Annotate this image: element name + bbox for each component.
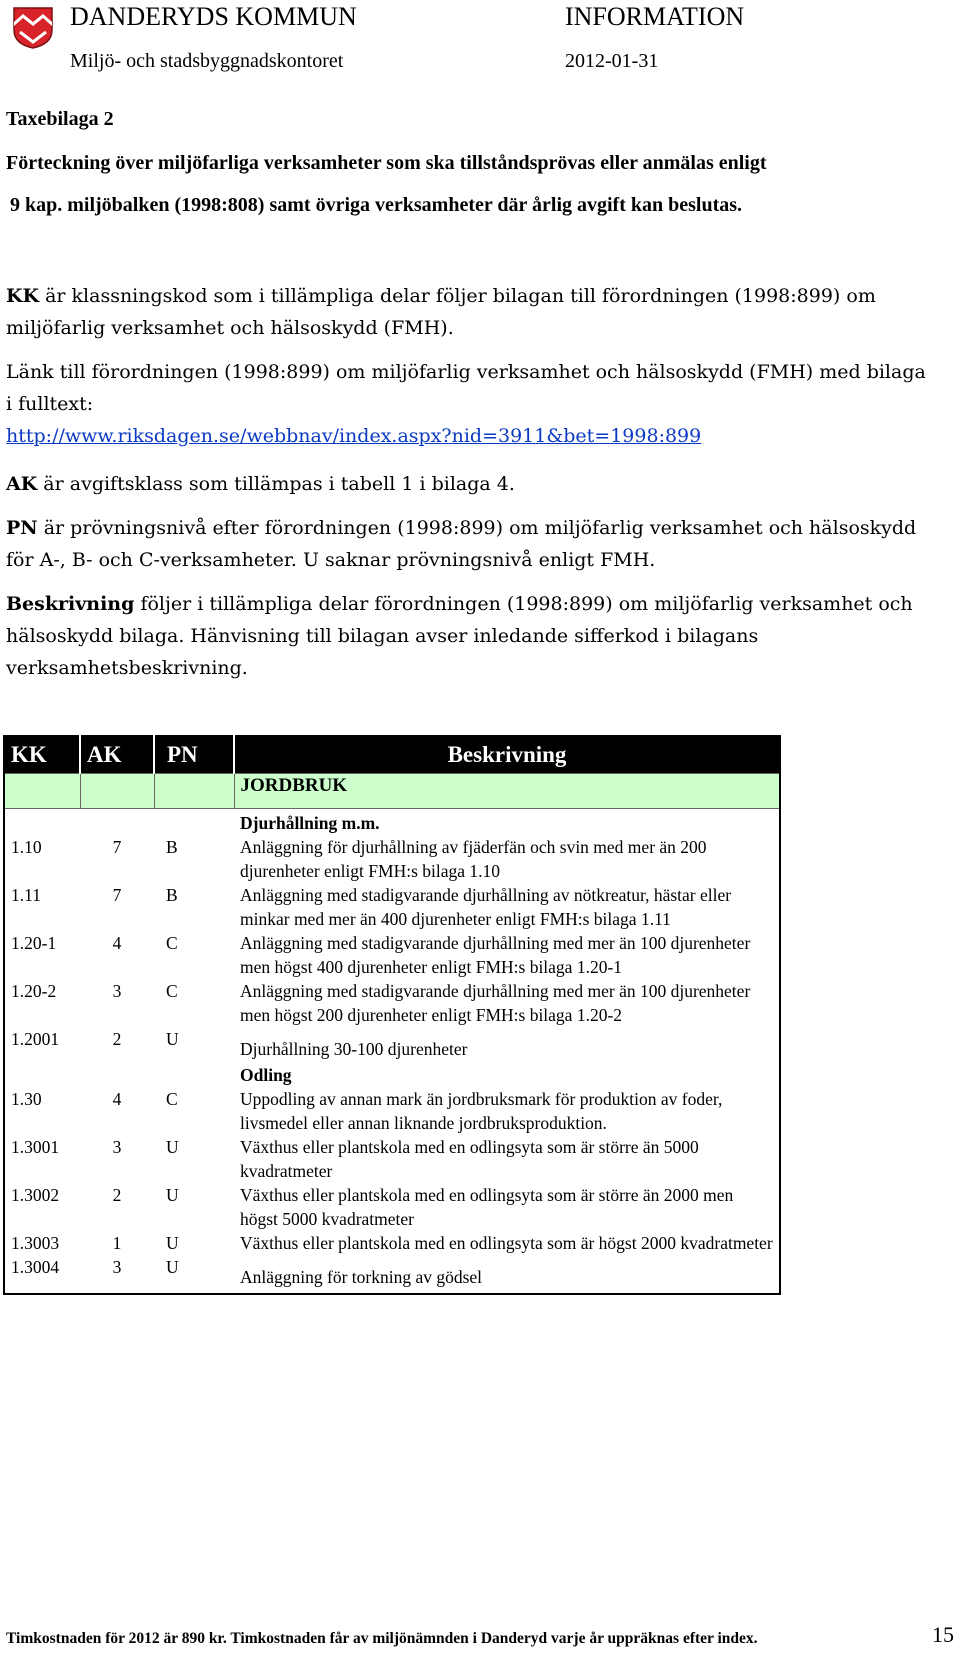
- table-header-row: [4, 736, 780, 774]
- table-row: 1.30 4 C Uppodling av annan mark än jordbruksmark för produktion av foder, livsmedel eller annan liknande jordbruksproduktion.: [11, 1089, 723, 1133]
- header-ak: AK: [80, 736, 154, 774]
- section-heading: Djurhållning m.m.: [240, 813, 380, 833]
- activity-table: [3, 735, 781, 1295]
- ak-explanation: [6, 468, 936, 500]
- page-number: 15: [932, 1622, 954, 1647]
- header-beskrivning: Beskrivning: [234, 736, 780, 774]
- table-row: 1.3004 3 U Anläggning för torkning av gödsel: [11, 1257, 483, 1287]
- kk-term: KK: [6, 285, 40, 307]
- document-title: Taxebilaga 2: [6, 108, 114, 130]
- kk-explanation: [6, 280, 936, 344]
- subtitle-line-2: 9 kap. miljöbalken (1998:808) samt övriga verksamheter där årlig avgift kan beslutas.: [10, 194, 743, 216]
- table-row: 1.20-1 4 C Anläggning med stadigvarande djurhållning med mer än 100 djurenheter men högst 400 djurenheter enligt FMH:s bilaga 1.20-1: [11, 933, 751, 977]
- pn-text: är prövningsnivå efter förordningen (1998:899) om miljöfarlig verksamhet och hälsoskydd för A-, B- och C-verksamheter. U saknar prövningsnivå enligt FMH.: [6, 517, 917, 571]
- table-row: 1.20-2 3 C Anläggning med stadigvarande djurhållning med mer än 100 djurenheter men högst 200 djurenheter enligt FMH:s bilaga 1.20-2: [11, 981, 751, 1025]
- office-name: Miljö- och stadsbyggnadskontoret: [70, 50, 344, 72]
- document-type: INFORMATION: [565, 2, 745, 31]
- kk-text: är klassningskod som i tillämpliga delar följer bilagan till förordningen (1998:899) om miljöfarlig verksamhet och hälsoskydd (FMH).: [6, 285, 876, 339]
- riksdagen-link[interactable]: http://www.riksdagen.se/webbnav/index.aspx?nid=3911&bet=1998:899: [6, 425, 702, 447]
- category-row: [4, 774, 780, 809]
- table-row: 1.2001 2 U Djurhållning 30-100 djurenheter: [11, 1029, 468, 1059]
- footer-note: Timkostnaden för 2012 är 890 kr. Timkostnaden får av miljönämnden i Danderyd varje år uppräknas efter index.: [6, 1630, 758, 1647]
- document-date: 2012-01-31: [565, 50, 659, 72]
- section-heading: Odling: [240, 1065, 292, 1085]
- section-heading-row: [4, 1061, 780, 1087]
- header-pn: PN: [154, 736, 234, 774]
- section-heading-row: [4, 809, 780, 836]
- table-row: 1.10 7 B Anläggning för djurhållning av fjäderfän och svin med mer än 200 djurenheter enligt FMH:s bilaga 1.10: [11, 837, 707, 881]
- table-row: 1.3002 2 U Växthus eller plantskola med en odlingsyta som är större än 2000 men högst 5000 kvadratmeter: [11, 1185, 734, 1229]
- beskrivning-explanation: [6, 588, 936, 684]
- subtitle-line-1: Förteckning över miljöfarliga verksamheter som ska tillståndsprövas eller anmälas enligt: [6, 152, 767, 174]
- table-row: 1.11 7 B Anläggning med stadigvarande djurhållning av nötkreatur, hästar eller minkar med mer än 400 djurenheter enligt FMH:s bilaga 1.11: [11, 885, 732, 929]
- org-name: DANDERYDS KOMMUN: [70, 2, 357, 31]
- ak-term: AK: [6, 473, 38, 495]
- ak-text: är avgiftsklass som tillämpas i tabell 1 i bilaga 4.: [37, 473, 515, 495]
- pn-term: PN: [6, 517, 38, 539]
- link-paragraph: [6, 356, 936, 452]
- link-intro: Länk till förordningen (1998:899) om miljöfarlig verksamhet och hälsoskydd (FMH) med bilaga i fulltext:: [6, 361, 926, 415]
- municipality-crest-icon: [10, 4, 56, 50]
- pn-explanation: [6, 512, 936, 576]
- beskrivning-text: följer i tillämpliga delar förordningen (1998:899) om miljöfarlig verksamhet och hälsoskydd bilaga. Hänvisning till bilagan avser inledande sifferkod i bilagans verksamhetsbeskrivning.: [6, 593, 913, 679]
- table-row: 1.3001 3 U Växthus eller plantskola med en odlingsyta som är större än 5000 kvadratmeter: [11, 1137, 699, 1181]
- category-label: JORDBRUK: [234, 774, 780, 809]
- header-kk: KK: [4, 736, 80, 774]
- page-header: [0, 0, 960, 80]
- table-row: 1.3003 1 U Växthus eller plantskola med en odlingsyta som är högst 2000 kvadratmeter: [11, 1233, 773, 1253]
- beskrivning-term: Beskrivning: [6, 593, 135, 615]
